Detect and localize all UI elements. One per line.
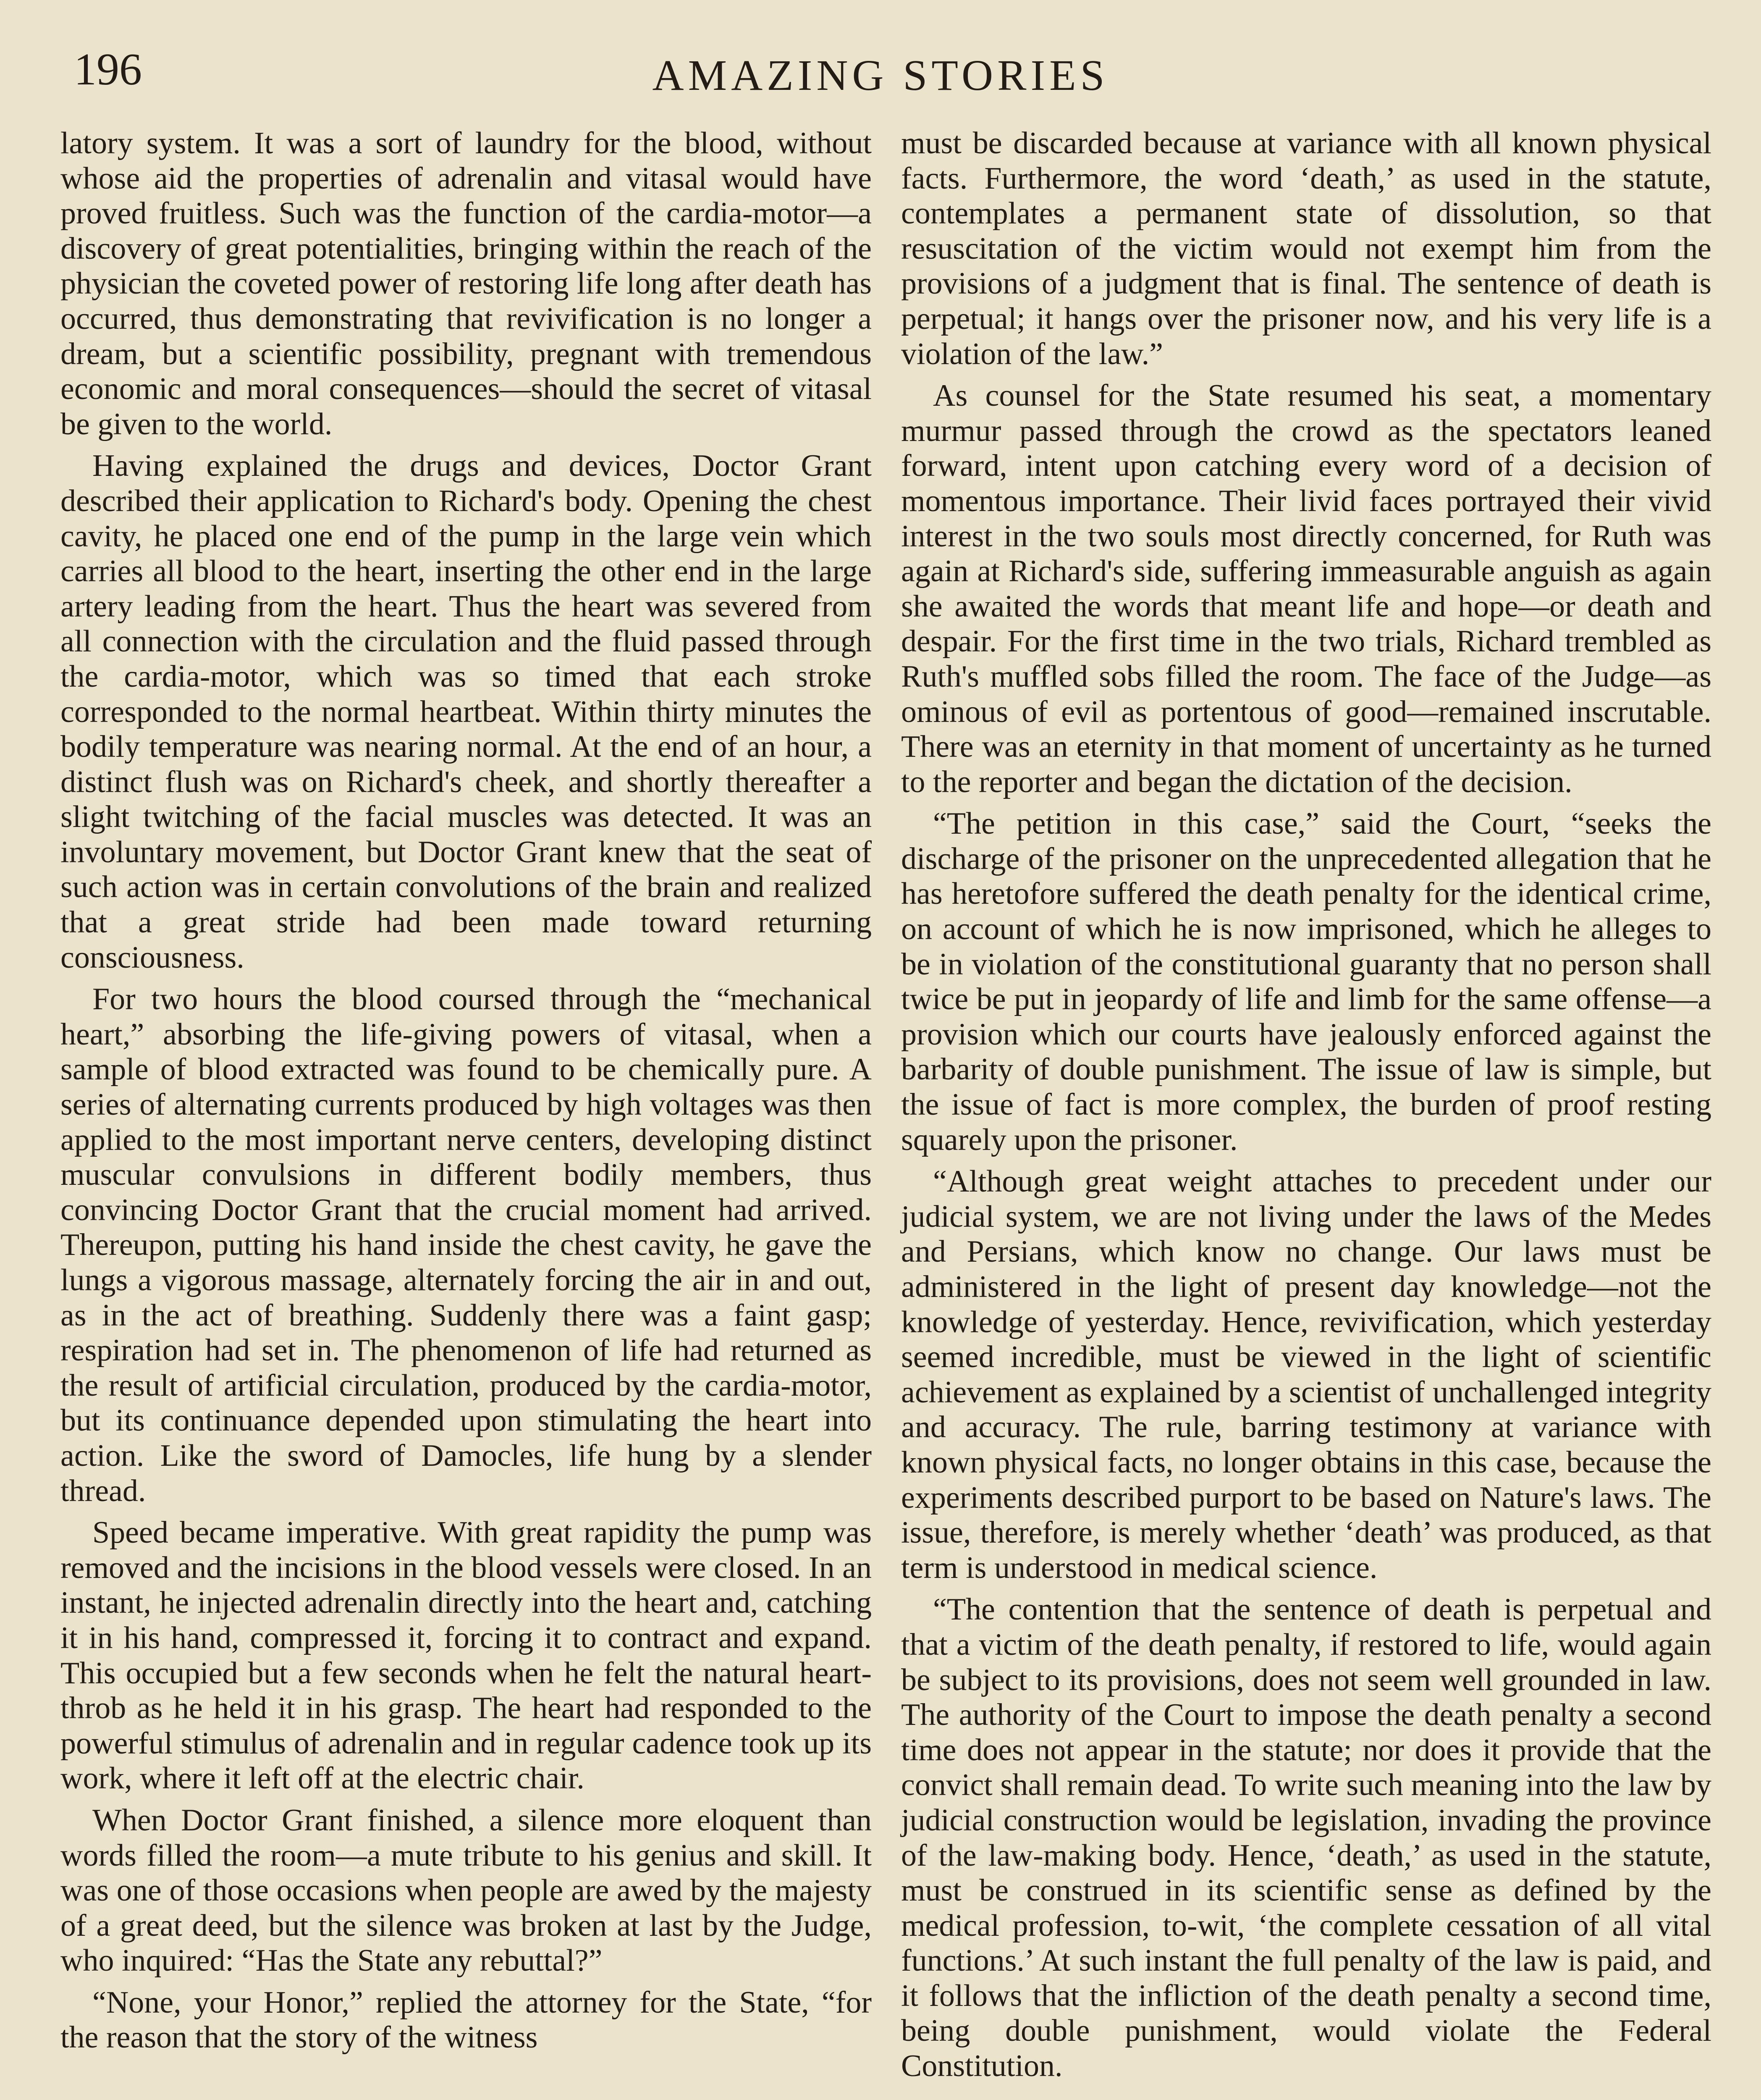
- paragraph: When Doctor Grant finished, a silence more eloquent than words filled the room—a mute tribute to his genius and skill. It was one of those occasions when people are awed by the majesty of a great deed, but the silence was broken at last by the Judge, who inquired: “Has the State any rebuttal?”: [60, 1803, 872, 1978]
- magazine-title: AMAZING STORIES: [652, 51, 1109, 100]
- paragraph: must be discarded because at variance with all known physical facts. Furthermore, the word ‘death,’ as used in the statute, contemplates a permanent state of dissolution, so that resuscitation of the victim would not exempt him from the provisions of a judgment that is final. The sentence of death is perpetual; it hangs over the prisoner now, and his very life is a violation of the law.”: [901, 126, 1711, 371]
- page-number: 196: [74, 45, 142, 94]
- paragraph: “The contention that the sentence of death is perpetual and that a victim of the death penalty, if restored to life, would again be subject to its provisions, does not seem well grounded in law. The authority of the Court to impose the death penalty a second time does not appear in the statute; nor does it provide that the convict shall remain dead. To write such meaning into the law by judicial construction would be legislation, invading the province of the law-making body. Hence, ‘death,’ as used in the statute, must be construed in its scientific sense as defined by the medical profession, to-wit, ‘the complete cessation of all vital functions.’ At such instant the full penalty of the law is paid, and it follows that the infliction of the death penalty a second time, being double punishment, would violate the Federal Constitution.: [901, 1592, 1711, 2084]
- paragraph: “Although great weight attaches to precedent under our judicial system, we are not living under the laws of the Medes and Persians, which know no change. Our laws must be administered in the light of present day knowledge—not the knowledge of yesterday. Hence, revivification, which yesterday seemed incredible, must be viewed in the light of scientific achievement as explained by a scientist of unchallenged integrity and accuracy. The rule, barring testimony at variance with known physical facts, no longer obtains in this case, because the experiments described purport to be based on Nature's laws. The issue, therefore, is merely whether ‘death’ was produced, as that term is understood in medical science.: [901, 1164, 1711, 1585]
- paragraph: For two hours the blood coursed through the “mechanical heart,” absorbing the life-giving powers of vitasal, when a sample of blood extracted was found to be chemically pure. A series of alternating currents produced by high voltages was then applied to the most important nerve centers, developing distinct muscular convulsions in different bodily members, thus convincing Doctor Grant that the crucial moment had arrived. Thereupon, putting his hand inside the chest cavity, he gave the lungs a vigorous massage, alternately forcing the air in and out, as in the act of breathing. Suddenly there was a faint gasp; respiration had set in. The phenomenon of life had returned as the result of artificial circulation, produced by the cardia-motor, but its continuance depended upon stimulating the heart into action. Like the sword of Damocles, life hung by a slender thread.: [60, 982, 872, 1508]
- left-text-column: [60, 126, 872, 2062]
- paragraph: As counsel for the State resumed his seat, a momentary murmur passed through the crowd as the spectators leaned forward, intent upon catching every word of a decision of momentous importance. Their livid faces portrayed their vivid interest in the two souls most directly concerned, for Ruth was again at Richard's side, suffering immeasurable anguish as again she awaited the words that meant life and hope—or death and despair. For the first time in the two trials, Richard trembled as Ruth's muffled sobs filled the room. The face of the Judge—as ominous of evil as portentous of good—remained inscrutable. There was an eternity in that moment of uncertainty as he turned to the reporter and began the dictation of the decision.: [901, 378, 1711, 799]
- paragraph: “None, your Honor,” replied the attorney for the State, “for the reason that the story of the witness: [60, 1985, 872, 2055]
- paragraph: Having explained the drugs and devices, Doctor Grant described their application to Richard's body. Opening the chest cavity, he placed one end of the pump in the large vein which carries all blood to the heart, inserting the other end in the large artery leading from the heart. Thus the heart was severed from all connection with the circulation and the fluid passed through the cardia-motor, which was so timed that each stroke corresponded to the normal heartbeat. Within thirty minutes the bodily temperature was nearing normal. At the end of an hour, a distinct flush was on Richard's cheek, and shortly thereafter a slight twitching of the facial muscles was detected. It was an involuntary movement, but Doctor Grant knew that the seat of such action was in certain convolutions of the brain and realized that a great stride had been made toward returning consciousness.: [60, 449, 872, 975]
- paragraph: “The petition in this case,” said the Court, “seeks the discharge of the prisoner on the unprecedented allegation that he has heretofore suffered the death penalty for the identical crime, on account of which he is now imprisoned, which he alleges to be in violation of the constitutional guaranty that no person shall twice be put in jeopardy of life and limb for the same offense—a provision which our courts have jealously enforced against the barbarity of double punishment. The issue of law is simple, but the issue of fact is more complex, the burden of proof resting squarely upon the prisoner.: [901, 806, 1711, 1157]
- paragraph: latory system. It was a sort of laundry for the blood, without whose aid the properties of adrenalin and vitasal would have proved fruitless. Such was the function of the cardia-motor—a discovery of great potentialities, bringing within the reach of the physician the coveted power of restoring life long after death has occurred, thus demonstrating that revivification is no longer a dream, but a scientific possibility, pregnant with tremendous economic and moral consequences—should the secret of vitasal be given to the world.: [60, 126, 872, 441]
- right-text-column: [901, 126, 1711, 2091]
- paragraph: Speed became imperative. With great rapidity the pump was removed and the incisions in the blood vessels were closed. In an instant, he injected adrenalin directly into the heart and, catching it in his hand, compressed it, forcing it to contract and expand. This occupied but a few seconds when he felt the natural heart-throb as he held it in his grasp. The heart had responded to the powerful stimulus of adrenalin and in regular cadence took up its work, where it left off at the electric chair.: [60, 1515, 872, 1796]
